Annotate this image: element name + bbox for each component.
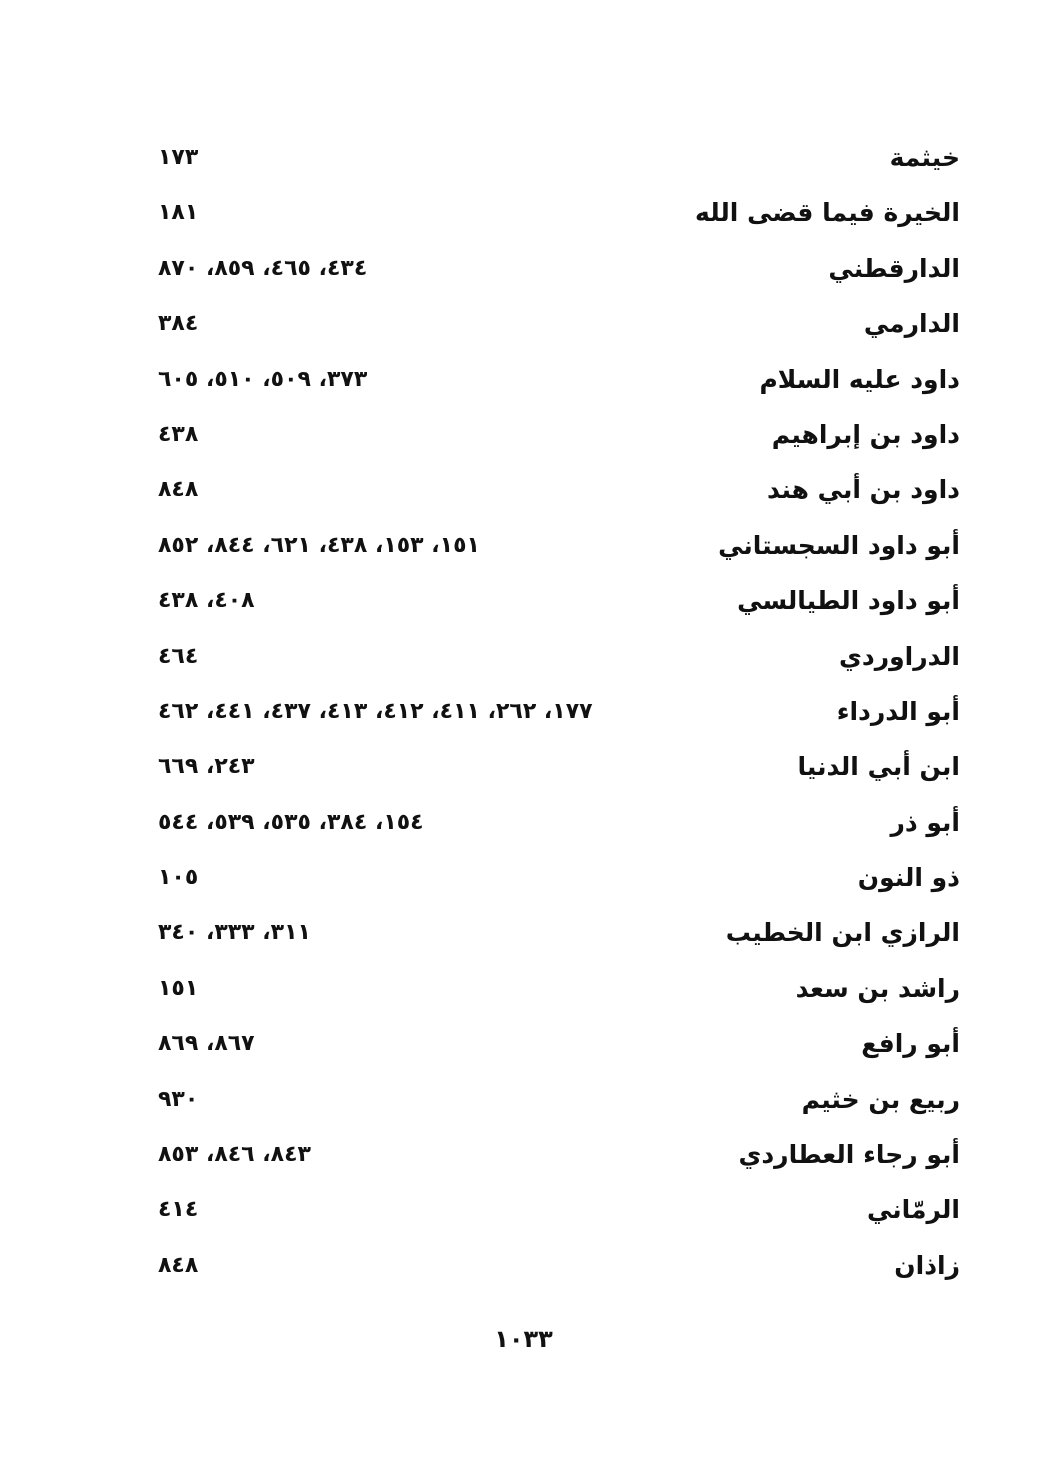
entry-name: ابن أبي الدنيا xyxy=(797,752,960,782)
index-entry xyxy=(150,853,960,908)
entry-name: داود بن إبراهيم xyxy=(771,419,960,449)
entry-page-refs: ٤٦٤ xyxy=(158,643,199,669)
page-number: ١٠٣٣ xyxy=(494,1325,553,1353)
entry-page-refs: ٤٣٤، ٤٦٥، ٨٥٩، ٨٧٠ xyxy=(158,255,368,281)
entry-name: الدارقطني xyxy=(828,253,960,283)
entry-name: خيثمة xyxy=(889,143,960,172)
entry-page-refs: ١٧٣ xyxy=(158,145,199,170)
entry-page-refs: ١٠٥ xyxy=(158,865,199,891)
index-entry xyxy=(150,1075,960,1130)
entry-name: داود عليه السلام xyxy=(759,364,960,394)
index-entry xyxy=(150,964,960,1019)
entry-page-refs: ٣٨٤ xyxy=(158,311,199,337)
index-entry xyxy=(150,1130,960,1185)
entry-page-refs: ١٥٤، ٣٨٤، ٥٣٥، ٥٣٩، ٥٤٤ xyxy=(158,809,424,835)
entry-name: ربيع بن خثيم xyxy=(801,1084,960,1114)
index-entry xyxy=(150,1241,960,1296)
entry-page-refs: ٤١٤ xyxy=(158,1197,199,1223)
entry-page-refs: ١٥١ xyxy=(158,975,199,1001)
entry-name: زاذان xyxy=(894,1250,960,1280)
index-entry xyxy=(150,521,960,576)
entry-name: أبو رجاء العطاردي xyxy=(738,1140,960,1170)
entry-page-refs: ٨٤٨ xyxy=(158,477,199,503)
name-index-list xyxy=(150,133,960,1296)
entry-name: أبو الدرداء xyxy=(836,696,960,726)
entry-page-refs: ١٨١ xyxy=(158,200,199,226)
entry-name: الدراوردي xyxy=(838,641,960,671)
entry-page-refs: ٨٤٣، ٨٤٦، ٨٥٣ xyxy=(158,1142,311,1168)
entry-name: ذو النون xyxy=(857,863,960,893)
entry-page-refs: ٣١١، ٣٣٣، ٣٤٠ xyxy=(158,920,311,946)
entry-page-refs: ٤٣٨ xyxy=(158,421,199,447)
entry-page-refs: ٨٤٨ xyxy=(158,1252,199,1278)
entry-name: أبو داود السجستاني xyxy=(718,530,960,560)
index-entry xyxy=(150,244,960,299)
entry-page-refs: ٢٤٣، ٦٦٩ xyxy=(158,754,255,780)
index-entry xyxy=(150,1019,960,1074)
entry-name: راشد بن سعد xyxy=(795,973,960,1003)
index-entry xyxy=(150,188,960,243)
entry-page-refs: ٨٦٧، ٨٦٩ xyxy=(158,1031,255,1057)
entry-name: الدارمي xyxy=(863,309,960,339)
entry-name: داود بن أبي هند xyxy=(767,475,960,505)
entry-name: أبو ذر xyxy=(890,807,960,837)
entry-name: الرمّاني xyxy=(866,1195,960,1225)
entry-name: الخيرة فيما قضى الله xyxy=(695,198,960,228)
entry-page-refs: ١٧٧، ٢٦٢، ٤١١، ٤١٢، ٤١٣، ٤٣٧، ٤٤١، ٤٦٢ xyxy=(158,698,593,724)
entry-name: أبو رافع xyxy=(861,1029,960,1059)
entry-name: الرازي ابن الخطيب xyxy=(725,918,960,948)
index-entry xyxy=(150,908,960,963)
index-entry xyxy=(150,465,960,520)
entry-page-refs: ٤٠٨، ٤٣٨ xyxy=(158,588,255,614)
index-entry xyxy=(150,742,960,797)
index-entry xyxy=(150,576,960,631)
index-entry xyxy=(150,410,960,465)
index-entry xyxy=(150,133,960,188)
index-entry xyxy=(150,355,960,410)
index-entry xyxy=(150,632,960,687)
entry-name: أبو داود الطيالسي xyxy=(737,586,960,616)
entry-page-refs: ٣٧٣، ٥٠٩، ٥١٠، ٦٠٥ xyxy=(158,366,368,392)
entry-page-refs: ١٥١، ١٥٣، ٤٣٨، ٦٢١، ٨٤٤، ٨٥٢ xyxy=(158,532,480,558)
index-entry xyxy=(150,798,960,853)
index-entry xyxy=(150,1185,960,1240)
index-entry xyxy=(150,299,960,354)
entry-page-refs: ٩٣٠ xyxy=(158,1086,199,1112)
index-entry xyxy=(150,687,960,742)
